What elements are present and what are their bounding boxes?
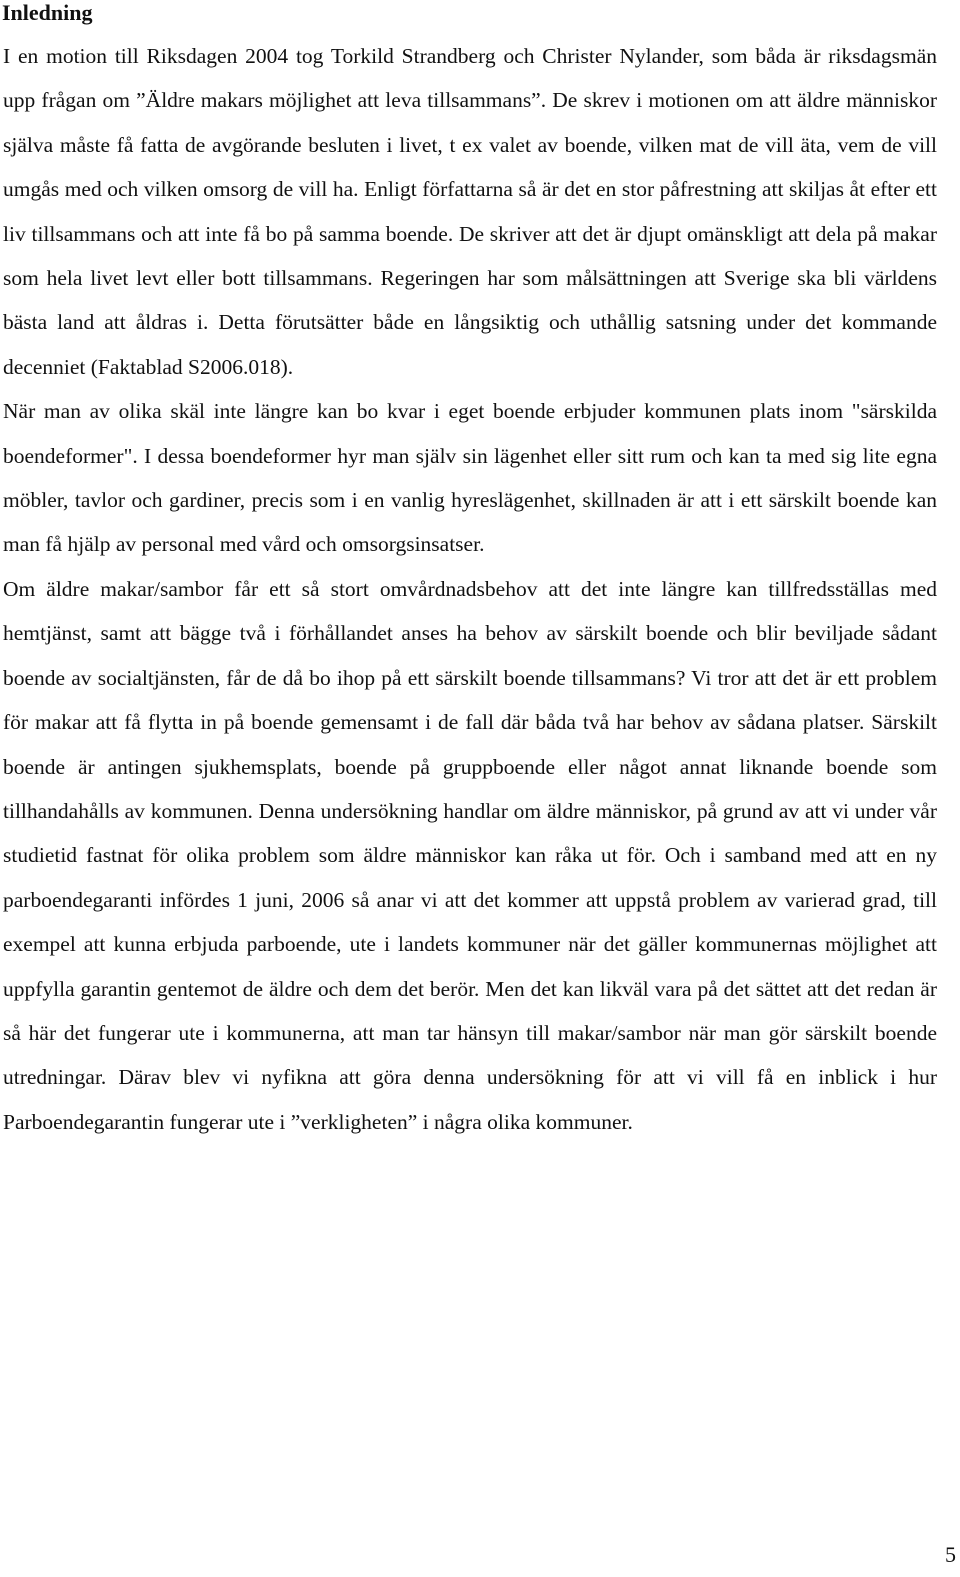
paragraph-couples: Om äldre makar/sambor får ett så stort omvårdnadsbehov att det inte längre kan tillfredsställas med hemtjänst, samt att bägge två i förhållandet anses ha behov av särskilt boende och blir beviljade sådant boende av socialtjänsten, får de då bo ihop på ett särskilt boende tillsammans? Vi tror att det är ett problem för makar att få flytta in på boende gemensamt i de fall där båda två har behov av sådana platser. Särskilt boende är antingen sjukhemsplats, boende på gruppboende eller något annat liknande boende som tillhandahålls av kommunen. Denna undersökning handlar om äldre människor, på grund av att vi under vår studietid fastnat för olika problem som äldre människor kan råka ut för. Och i samband med att en ny parboendegaranti infördes 1 juni, 2006 så anar vi att det kommer att uppstå problem av varierad grad, till exempel att kunna erbjuda parboende, ute i landets kommuner när det gäller kommunernas möjlighet att uppfylla garantin gentemot de äldre och dem det berör. Men det kan likväl vara på det sättet att det redan är så här det fungerar ute i kommunerna, att man tar hänsyn till makar/sambor när man gör särskilt boende utredningar. Därav blev vi nyfikna att göra denna undersökning för att vi vill få en inblick i hur Parboendegarantin fungerar ute i ”verkligheten” i några olika kommuner. (3, 576, 937, 1134)
section-heading: Inledning (2, 0, 93, 25)
page-number: 5 (945, 1542, 956, 1567)
document-body (3, 34, 937, 1144)
paragraph-special-housing: När man av olika skäl inte längre kan bo kvar i eget boende erbjuder kommunen plats inom "särskilda boendeformer". I dessa boendeformer hyr man själv sin lägenhet eller sitt rum och kan ta med sig lite egna möbler, tavlor och gardiner, precis som i en vanlig hyreslägenhet, skillnaden är att i ett särskilt boende kan man få hjälp av personal med vård och omsorgsinsatser. (3, 399, 937, 557)
paragraph-motion: I en motion till Riksdagen 2004 tog Torkild Strandberg och Christer Nylander, som båda är riksdagsmän upp frågan om ”Äldre makars möjlighet att leva tillsammans”. De skrev i motionen om att äldre människor själva måste få fatta de avgörande besluten i livet, t ex valet av boende, vilken mat de vill äta, vem de vill umgås med och vilken omsorg de vill ha. Enligt författarna så är det en stor påfrestning att skiljas åt efter ett liv tillsammans och att inte få bo på samma boende. De skriver att det är djupt omänskligt att dela på makar som hela livet levt eller bott tillsammans. Regeringen har som målsättningen att Sverige ska bli världens bästa land att åldras i. Detta förutsätter både en långsiktig och uthållig satsning under det kommande decenniet (Faktablad S2006.018). (3, 44, 937, 379)
